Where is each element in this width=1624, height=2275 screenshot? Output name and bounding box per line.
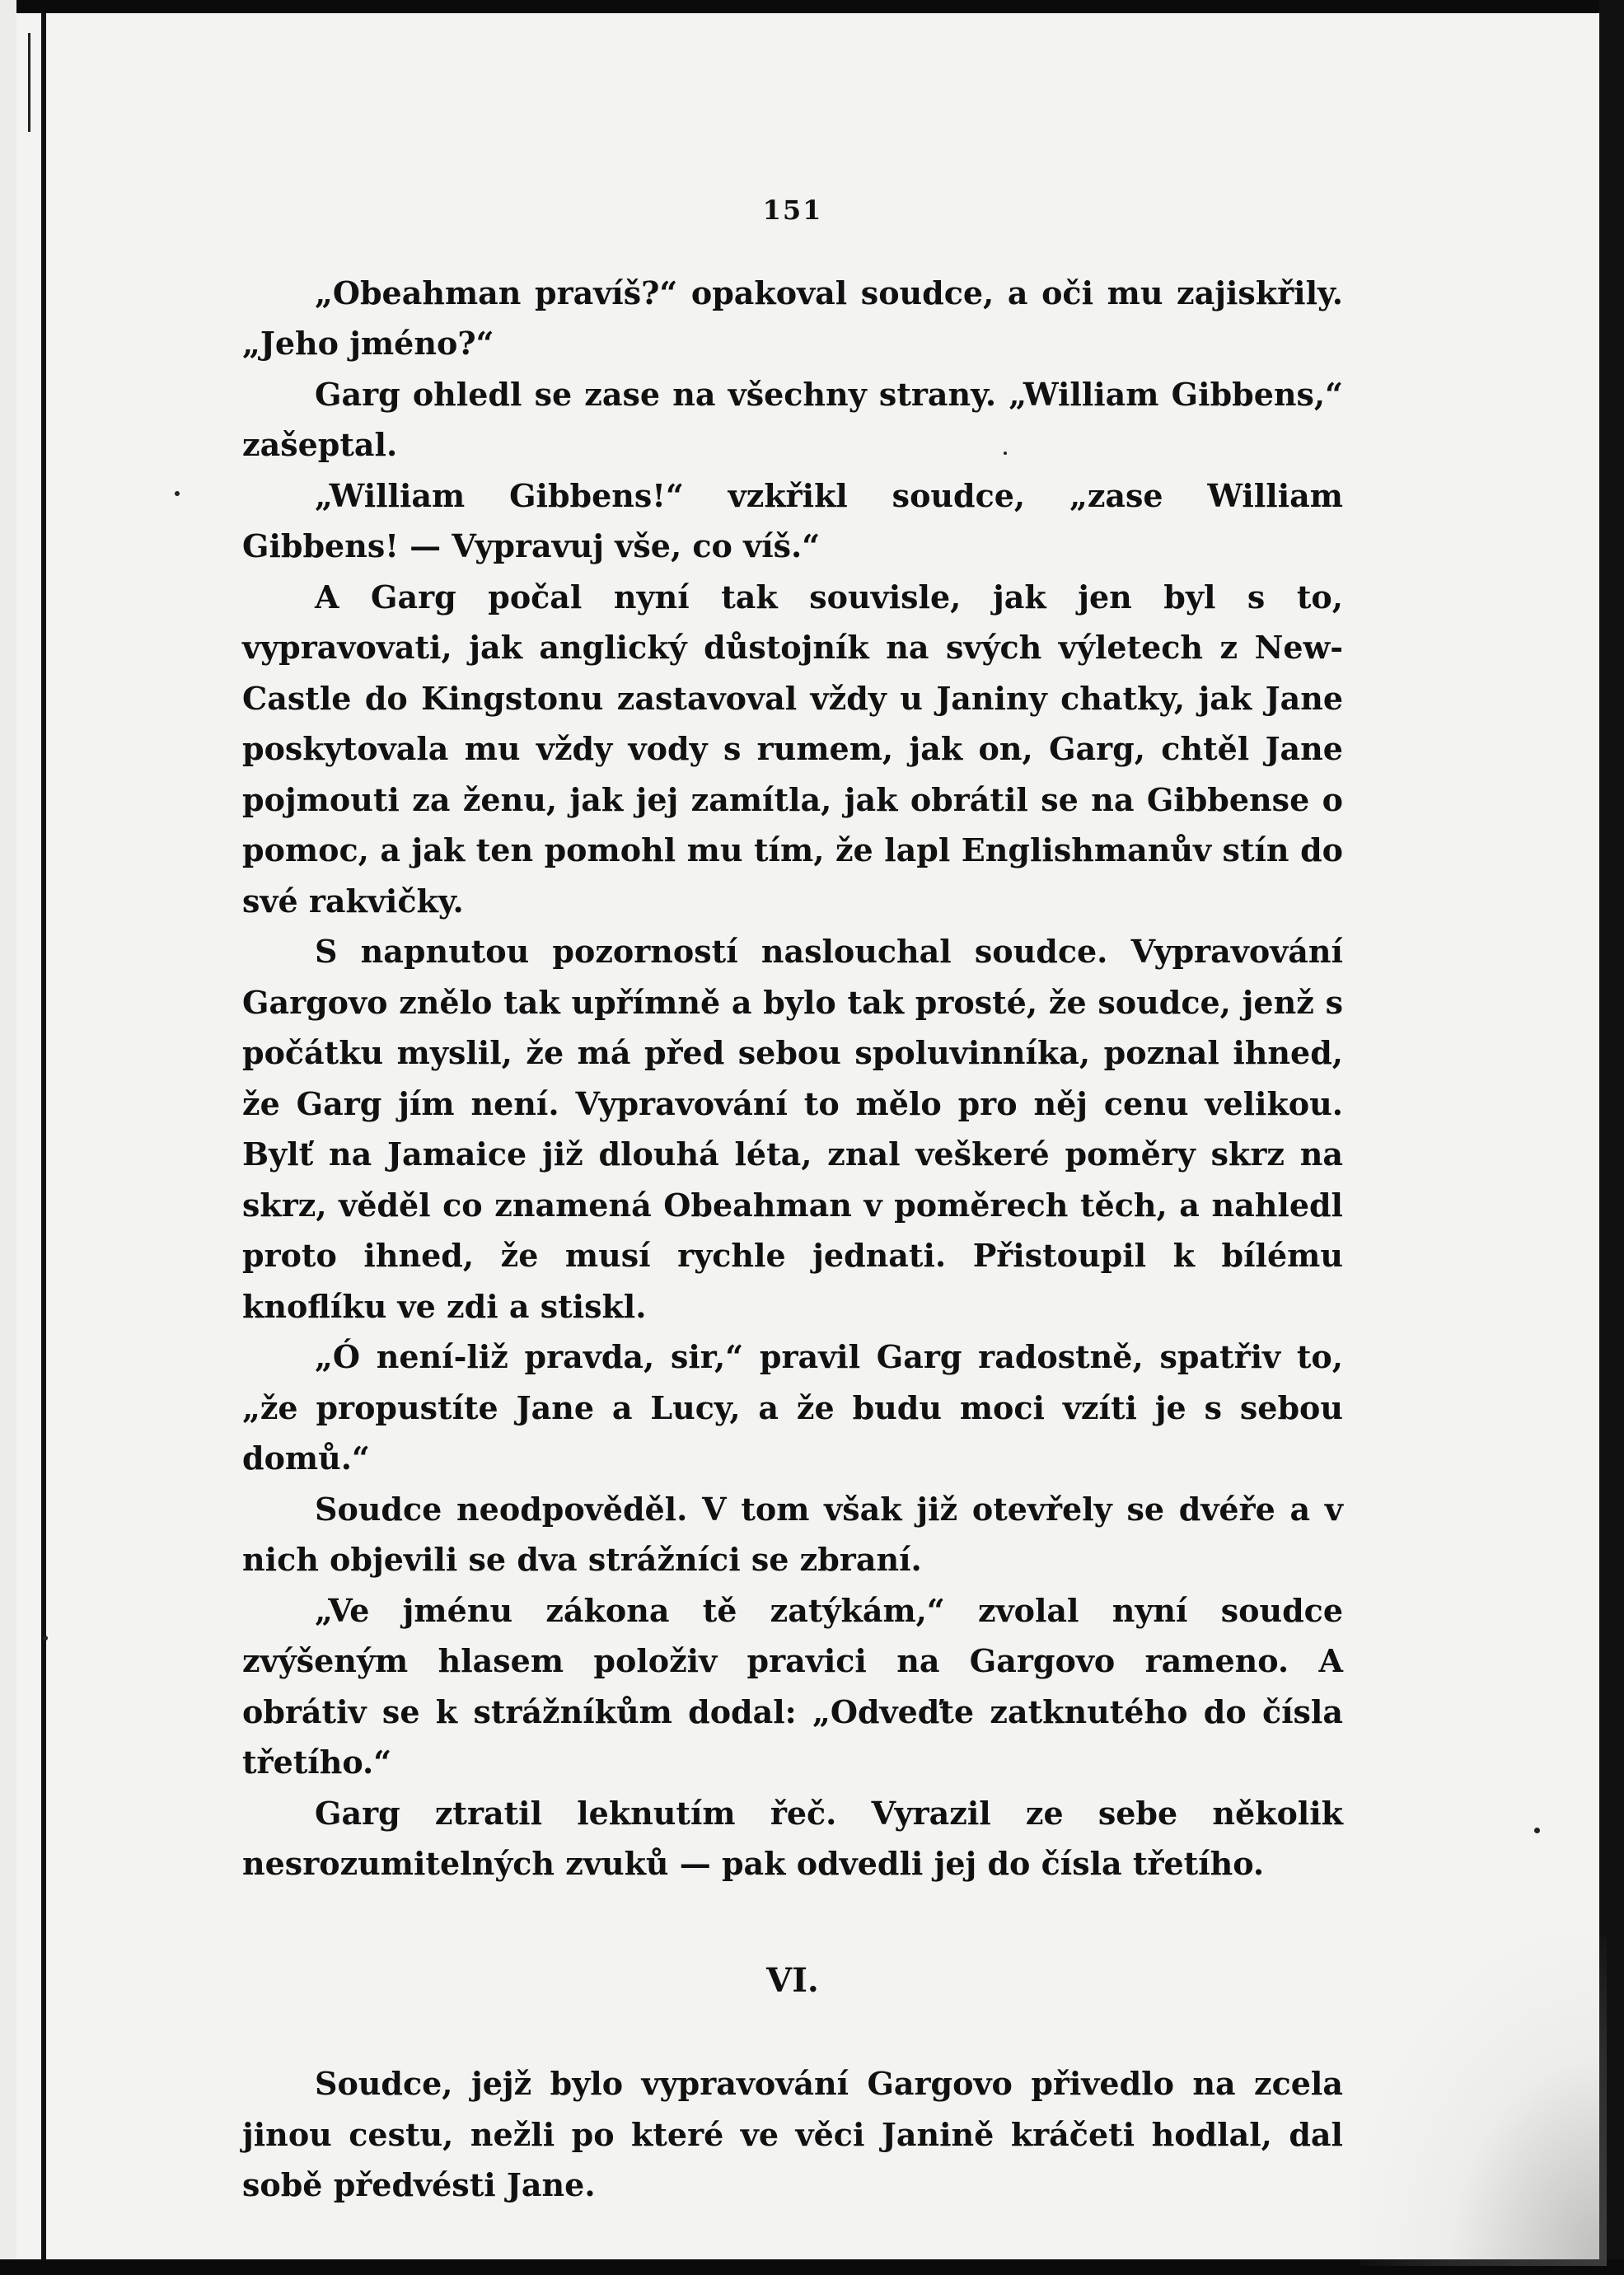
- page-body: [242, 185, 1343, 2211]
- paragraph: Soudce neodpověděl. V tom však již otevřely se dvéře a v nich objevili se dva strážníci se zbraní.: [242, 1490, 1343, 1578]
- paragraph: Soudce, jejž bylo vypravování Gargovo přivedlo na zcela jinou cestu, nežli po které ve věci Janině kráčeti hodlal, dal sobě předvésti Jane.: [242, 2065, 1343, 2203]
- paragraph: Garg ztratil leknutím řeč. Vyrazil ze sebe několik nesrozumitelných zvuků — pak odvedli jej do čísla třetího.: [242, 1794, 1343, 1882]
- paragraph: „Ó není-liž pravda, sir,“ pravil Garg radostně, spatřiv to, „že propustíte Jane a Lucy, a že budu moci vzíti je s sebou domů.“: [242, 1338, 1343, 1477]
- page-shadow: [1360, 1936, 1607, 2266]
- dust-speck: [175, 491, 180, 496]
- scan-border-top: [0, 0, 1624, 13]
- paragraph: „Ve jménu zákona tě zatýkám,“ zvolal nyní soudce zvýšeným hlasem položiv pravici na Gargovo rameno. A obrátiv se k strážníkům dodal: „Odveďte zatknutého do čísla třetího.“: [242, 1591, 1343, 1781]
- paragraph: S napnutou pozorností naslouchal soudce. Vypravování Gargovo znělo tak upřímně a bylo tak prosté, že soudce, jenž s počátku myslil, že má před sebou spoluvinníka, poznal ihned, že Garg jím není. Vypravování to mělo pro něj cenu velikou. Bylť na Jamaice již dlouhá léta, znal veškeré poměry skrz na skrz, věděl co znamená Obeahman v poměrech těch, a nahledl proto ihned, že musí rychle jednati. Přistoupil k bílému knoflíku ve zdi a stiskl.: [242, 933, 1343, 1325]
- paragraph: „William Gibbens!“ vzkřikl soudce, „zase William Gibbens! — Vypravuj vše, co víš.“: [242, 476, 1343, 564]
- paragraph: „Obeahman pravíš?“ opakoval soudce, a oči mu zajiskřily. „Jeho jméno?“: [242, 274, 1343, 362]
- dust-speck: [1534, 1828, 1540, 1833]
- scan-border-right: [1599, 0, 1624, 2275]
- page-number: 151: [762, 194, 823, 226]
- dust-speck: [43, 1636, 48, 1641]
- binding-edge: [41, 13, 46, 2259]
- binding-mark: [28, 33, 30, 132]
- paragraph: A Garg počal nyní tak souvisle, jak jen byl s to, vypravovati, jak anglický důstojník na svých výletech z New-Castle do Kingstonu zastavoval vždy u Janiny chatky, jak Jane poskytovala mu vždy vody s rumem, jak on, Garg, chtěl Jane pojmouti za ženu, jak jej zamítla, jak obrátil se na Gibbense o pomoc, a jak ten pomohl mu tím, že lapl Englishmanův stín do své rakvičky.: [242, 578, 1343, 920]
- paragraph: Garg ohledl se zase na všechny strany. „William Gibbens,“ zašeptal.: [242, 375, 1343, 463]
- chapter-heading: VI.: [766, 1960, 819, 2000]
- scan-border-left: [0, 0, 16, 2275]
